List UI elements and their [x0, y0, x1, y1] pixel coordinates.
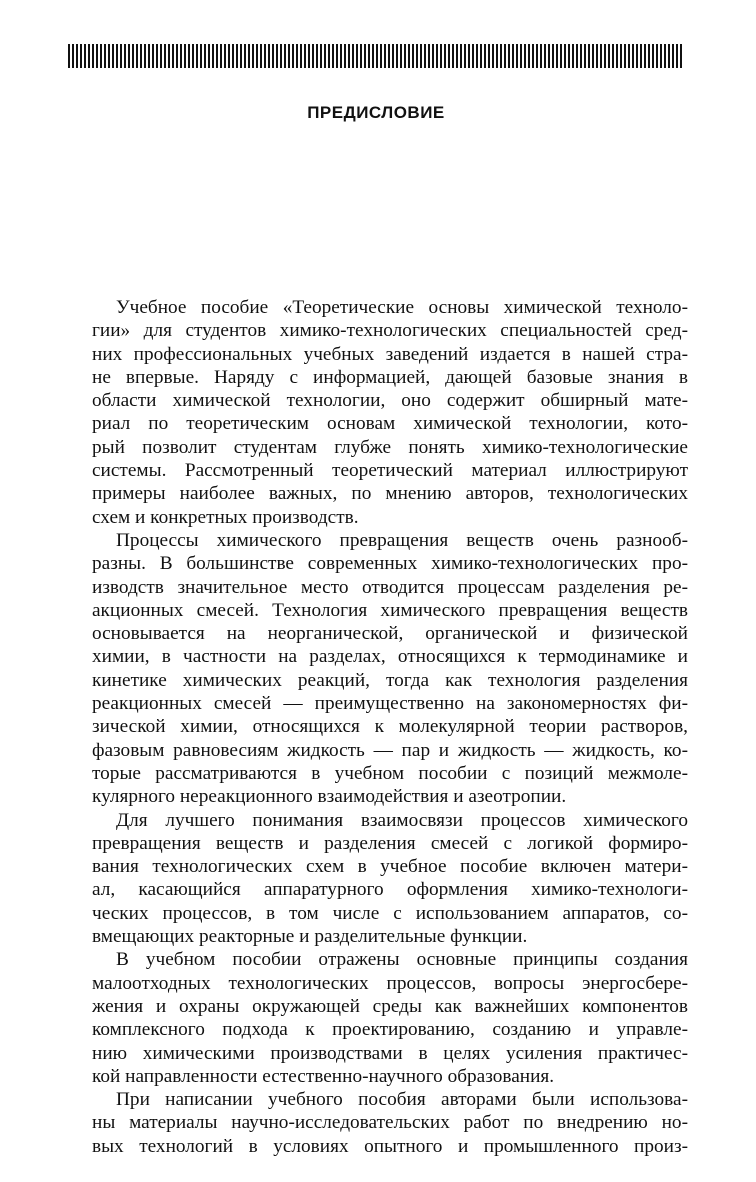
body-text — [68, 296, 688, 1158]
text-line: кулярного нереакционного взаимодействия и азеотропии. — [92, 786, 567, 808]
text-line: не впервые. Наряду с информацией, дающей базовые знания в — [92, 366, 688, 388]
text-line: жения и охраны окружающей среды как важнейших компонентов — [92, 995, 688, 1017]
paragraph — [68, 809, 688, 949]
text-line: области химической технологии, оно содержит обширный мате- — [92, 390, 688, 412]
header-decorative-rule — [68, 44, 684, 68]
text-line: малоотходных технологических процессов, вопросы энергосбере- — [92, 972, 688, 994]
text-line: реакционных смесей — преимущественно на закономерностях фи- — [92, 693, 688, 715]
text-line: акционных смесей. Технология химического превращения веществ — [92, 599, 688, 621]
paragraph — [68, 948, 688, 1088]
text-line: ческих процессов, в том числе с использованием аппаратов, со- — [92, 902, 688, 924]
text-line: системы. Рассмотренный теоретический материал иллюстрируют — [92, 460, 688, 482]
text-line: превращения веществ и разделения смесей с логикой формиро- — [92, 832, 688, 854]
text-line: В учебном пособии отражены основные принципы создания — [116, 949, 688, 971]
text-line: риал по теоретическим основам химической технологии, кото- — [92, 413, 688, 435]
page-title: ПРЕДИСЛОВИЕ — [307, 103, 445, 122]
text-line: ны материалы научно-исследовательских работ по внедрению но- — [92, 1112, 688, 1134]
text-line: схем и конкретных производств. — [92, 506, 359, 528]
paragraph — [68, 296, 688, 529]
text-line: гии» для студентов химико-технологических специальностей сред- — [92, 320, 688, 342]
text-line: Для лучшего понимания взаимосвязи процессов химического — [116, 809, 688, 831]
paragraph — [68, 1088, 688, 1158]
text-line: вмещающих реакторные и разделительные функции. — [92, 926, 528, 948]
paragraph — [68, 529, 688, 809]
text-line: кой направленности естественно-научного образования. — [92, 1065, 555, 1087]
text-line: вания технологических схем в учебное пособие включен матери- — [92, 856, 688, 878]
text-line: Учебное пособие «Теоретические основы химической техноло- — [116, 297, 688, 318]
text-line: рый позволит студентам глубже понять химико-технологические — [92, 436, 688, 458]
text-line: Процессы химического превращения веществ очень разнооб- — [116, 529, 688, 551]
text-line: них профессиональных учебных заведений издается в нашей стра- — [92, 343, 688, 365]
text-line: основывается на неорганической, органической и физической — [92, 623, 688, 645]
text-line: нию химическими производствами в целях усиления практичес- — [92, 1042, 688, 1064]
text-line: химии, в частности на разделах, относящихся к термодинамике и — [92, 646, 688, 668]
text-line: вых технологий в условиях опытного и промышленного произ- — [92, 1135, 688, 1157]
text-line: При написании учебного пособия авторами были использова- — [116, 1089, 688, 1111]
text-line: кинетике химических реакций, тогда как технология разделения — [92, 669, 688, 691]
text-line: разны. В большинстве современных химико-технологических про- — [92, 553, 688, 575]
text-line: зической химии, относящихся к молекулярной теории растворов, — [92, 716, 688, 738]
text-line: фазовым равновесиям жидкость — пар и жидкость — жидкость, ко- — [92, 739, 688, 761]
text-line: ал, касающийся аппаратурного оформления химико-технологи- — [92, 879, 688, 901]
text-line: изводств значительное место отводится процессам разделения ре- — [92, 576, 688, 598]
text-line: примеры наиболее важных, по мнению авторов, технологических — [92, 483, 688, 505]
text-line: комплексного подхода к проектированию, созданию и управле- — [92, 1019, 688, 1041]
text-line: торые рассматриваются в учебном пособии с позиций межмоле- — [92, 762, 688, 784]
